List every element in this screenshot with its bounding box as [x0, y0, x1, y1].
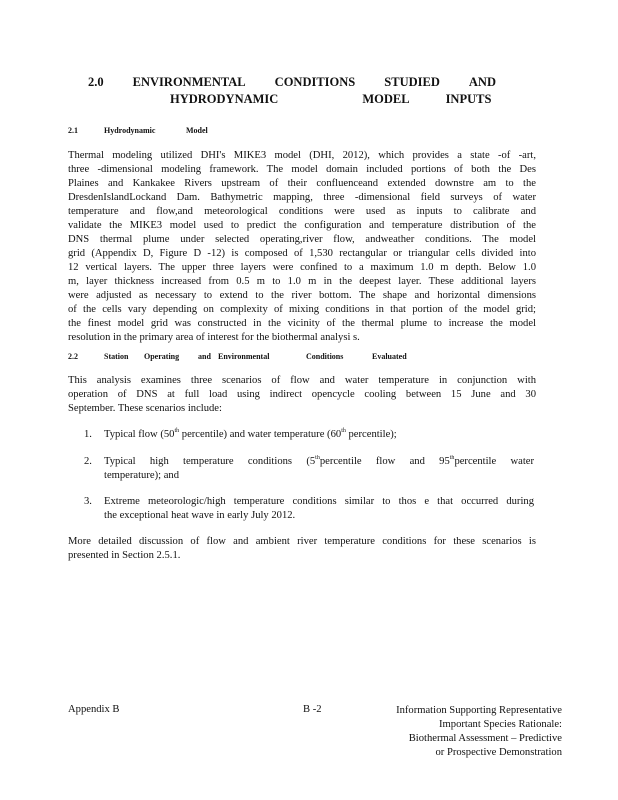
text-line: DresdenIslandLockand Dam. Bathymetric mapping, three -dimensional field surveys of water	[68, 192, 536, 203]
title-line-1	[88, 74, 496, 91]
text-line: September. These scenarios include:	[68, 403, 222, 414]
text-line: Thermal modeling utilized DHI's MIKE3 model (DHI, 2012), which provides a state -of -art,	[68, 150, 536, 161]
text-line: grid (Appendix D, Figure D -12) is composed of 1,530 rectangular or triangular cells divided into	[68, 248, 536, 259]
subsection-heading-word: Environmental	[218, 352, 270, 361]
subsection-heading-word: Conditions	[306, 352, 344, 361]
subsection-heading-word: Operating	[144, 352, 180, 361]
text-line: m, layer thickness increased from 0.5 m to 1.0 m in the deepest layer. These additional layers	[68, 276, 536, 287]
list-text: Typical flow (50th percentile) and water temperature (60th percentile);	[104, 428, 397, 440]
paragraph-hydrodynamic-model	[68, 149, 536, 345]
paragraph-closing	[68, 535, 536, 563]
title-line-2	[88, 91, 496, 108]
text-line: 12 vertical layers. The upper three layers were confined to a maximum 1.0 m depth. Below 1.0	[68, 262, 536, 273]
footer-appendix-label: Appendix B	[68, 704, 120, 715]
text-line: presented in Section 2.5.1.	[68, 550, 181, 561]
subsection-heading-word: and	[198, 352, 211, 361]
text-line: validate the MIKE3 model used to predict the configuration and temperature distribution of the	[68, 220, 536, 231]
list-text: Typical high temperature conditions (5thpercentile flow and 95thpercentile water temperature); and	[104, 455, 534, 481]
paragraph-scenarios-intro	[68, 374, 536, 416]
title-word: CONDITIONS	[274, 75, 356, 89]
list-number: 2.	[84, 456, 92, 467]
subsection-heading-word: Evaluated	[372, 352, 407, 361]
text-line: resolution in the primary area of interest for the biothermal analysi s.	[68, 332, 360, 343]
text-line: Plaines and Kankakee Rivers upstream of their confluenceand extended downstre am to the	[68, 178, 536, 189]
subsection-number: 2.2	[68, 352, 78, 361]
subsection-number: 2.1	[68, 126, 78, 135]
text-line: were adjusted as necessary to extend to the river bottom. The shape and horizontal dimensions	[68, 290, 536, 301]
text-line: This analysis examines three scenarios of flow and water temperature in conjunction with	[68, 375, 536, 386]
subsection-heading-word: Model	[186, 126, 208, 135]
footer-page-number: B -2	[303, 704, 322, 715]
title-word: MODEL	[362, 92, 410, 106]
text-line: operation of DNS at full load using indirect opencycle cooling between 15 June and 30	[68, 389, 536, 400]
subsection-heading-2-1	[68, 126, 208, 135]
text-line: three -dimensional modeling framework. The model domain included portions of both the Des	[68, 164, 536, 175]
subsection-heading-2-2	[68, 352, 407, 361]
text-line: of the cells vary depending on complexity of mixing conditions in that portion of the model grid;	[68, 304, 536, 315]
title-word: HYDRODYNAMIC	[170, 92, 279, 106]
subsection-heading-word: Station	[104, 352, 129, 361]
footer-document-title: Information Supporting Representative Important Species Rationale: Biothermal Assessment – Predictive or Prospective Demonstration	[396, 705, 562, 758]
list-number: 3.	[84, 496, 92, 507]
title-word: INPUTS	[445, 92, 492, 106]
list-number: 1.	[84, 429, 92, 440]
title-word: STUDIED	[384, 75, 440, 89]
text-line: the finest model grid was constructed in the vicinity of the thermal plume to increase the model	[68, 318, 536, 329]
list-text: Extreme meteorologic/high temperature conditions similar to thos e that occurred during the exceptional heat wave in early July 2012.	[104, 496, 534, 521]
title-word: ENVIRONMENTAL	[132, 75, 246, 89]
text-line: temperature and flow,and meteorological conditions were used as inputs to calibrate and	[68, 206, 536, 217]
title-word: 2.0	[88, 75, 104, 89]
text-line: DNS thermal plume under selected operating,river flow, andweather conditions. The model	[68, 234, 536, 245]
section-title	[88, 74, 496, 108]
text-line: More detailed discussion of flow and ambient river temperature conditions for these scenarios is	[68, 536, 536, 547]
subsection-heading-word: Hydrodynamic	[104, 126, 156, 135]
title-word: AND	[468, 75, 496, 89]
